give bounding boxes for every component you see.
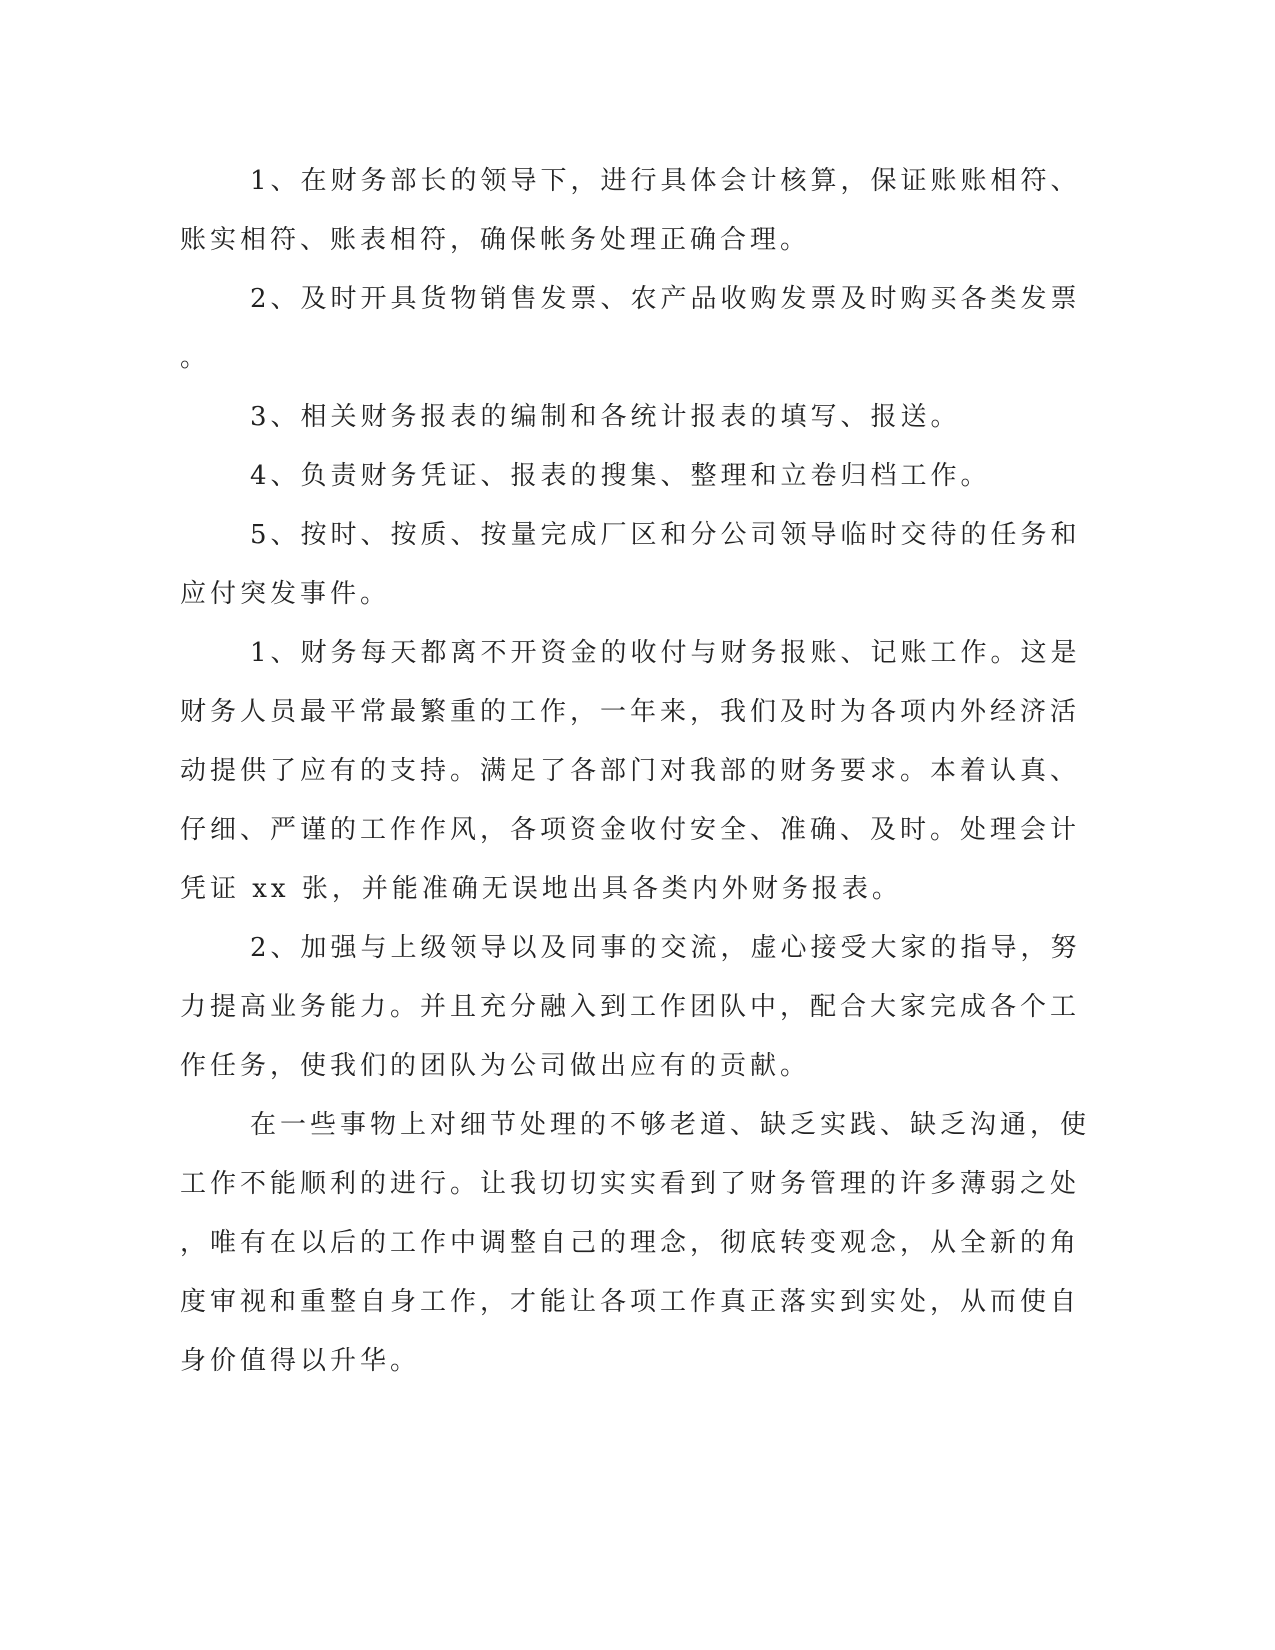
paragraph	[180, 919, 1081, 1096]
paragraph	[180, 624, 1081, 919]
text-line: 1、在财务部长的领导下，进行具体会计核算，保证账账相符、	[250, 166, 1081, 196]
text-line: 仔细、严谨的工作作风，各项资金收付安全、准确、及时。处理会计	[180, 815, 1081, 845]
text-line: 工作不能顺利的进行。让我切切实实看到了财务管理的许多薄弱之处	[180, 1169, 1081, 1199]
paragraph	[180, 270, 1081, 388]
text-line: 1、财务每天都离不开资金的收付与财务报账、记账工作。这是	[250, 638, 1081, 668]
text-line: 力提高业务能力。并且充分融入到工作团队中，配合大家完成各个工	[180, 992, 1081, 1022]
text-line: 2、及时开具货物销售发票、农产品收购发票及时购买各类发票	[250, 284, 1081, 314]
text-line: 3、相关财务报表的编制和各统计报表的填写、报送。	[250, 402, 961, 432]
paragraph	[180, 447, 1030, 506]
document-body	[180, 152, 1091, 1391]
text-line: 5、按时、按质、按量完成厂区和分公司领导临时交待的任务和	[250, 520, 1081, 550]
paragraph	[180, 1096, 1091, 1391]
text-line: 应付突发事件。	[180, 579, 391, 609]
text-line: 账实相符、账表相符，确保帐务处理正确合理。	[180, 225, 811, 255]
text-line: 度审视和重整自身工作，才能让各项工作真正落实到实处，从而使自	[180, 1287, 1081, 1317]
text-line: 在一些事物上对细节处理的不够老道、缺乏实践、缺乏沟通，使	[250, 1110, 1091, 1140]
text-line: ，唯有在以后的工作中调整自己的理念，彻底转变观念，从全新的角	[180, 1228, 1081, 1258]
paragraph	[180, 506, 1081, 624]
paragraph	[180, 388, 1030, 447]
text-line: 身价值得以升华。	[180, 1346, 421, 1376]
text-line: 财务人员最平常最繁重的工作，一年来，我们及时为各项内外经济活	[180, 697, 1081, 727]
text-line: 4、负责财务凭证、报表的搜集、整理和立卷归档工作。	[250, 461, 991, 491]
text-line: 2、加强与上级领导以及同事的交流，虚心接受大家的指导，努	[250, 933, 1081, 963]
text-line: 凭证 xx 张，并能准确无误地出具各类内外财务报表。	[180, 874, 902, 904]
text-line: 动提供了应有的支持。满足了各部门对我部的财务要求。本着认真、	[180, 756, 1081, 786]
paragraph	[180, 152, 1081, 270]
text-line: 作任务，使我们的团队为公司做出应有的贡献。	[180, 1051, 811, 1081]
text-line: 。	[180, 343, 211, 373]
